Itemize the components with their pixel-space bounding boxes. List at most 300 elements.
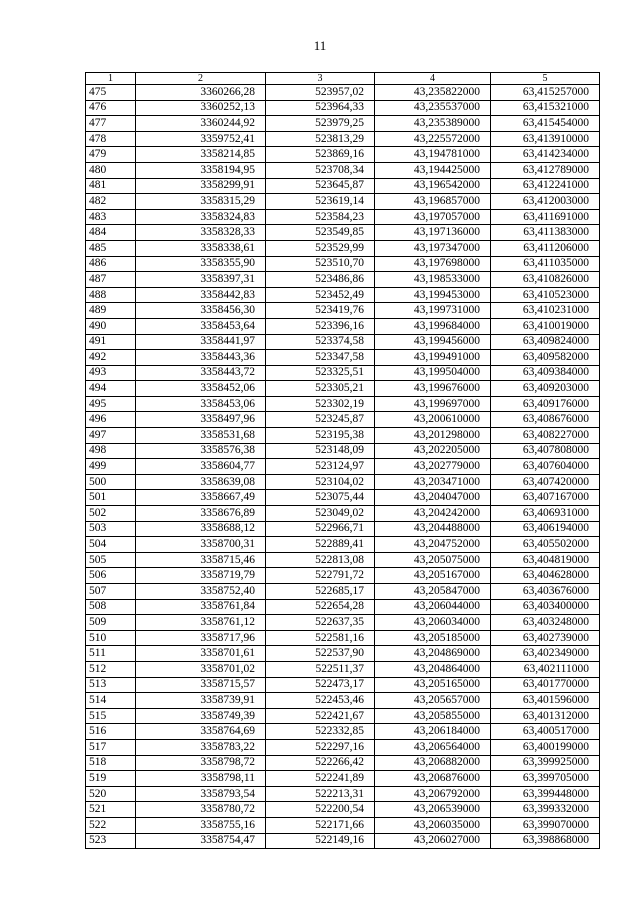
table-row — [86, 552, 600, 568]
table-cell: 43,205075000 — [375, 552, 491, 568]
table-row — [86, 724, 600, 740]
table-cell: 43,205847000 — [375, 584, 491, 600]
table-cell: 63,408227000 — [491, 428, 600, 444]
table-cell: 43,206035000 — [375, 817, 491, 833]
table-cell: 518 — [86, 755, 136, 771]
table-row — [86, 178, 600, 194]
table-row — [86, 646, 600, 662]
table-cell: 481 — [86, 178, 136, 194]
table-cell: 3360252,13 — [136, 100, 266, 116]
table-cell: 3358717,96 — [136, 630, 266, 646]
table-cell: 522813,08 — [266, 552, 375, 568]
table-cell: 43,199731000 — [375, 303, 491, 319]
table-cell: 63,410826000 — [491, 272, 600, 288]
table-cell: 523374,58 — [266, 334, 375, 350]
table-cell: 43,199684000 — [375, 318, 491, 334]
table-cell: 43,204242000 — [375, 506, 491, 522]
table-cell: 522241,89 — [266, 771, 375, 787]
table-cell: 43,203471000 — [375, 474, 491, 490]
table-body — [86, 85, 600, 849]
table-cell: 3358755,16 — [136, 817, 266, 833]
table-cell: 63,402739000 — [491, 630, 600, 646]
table-cell: 501 — [86, 490, 136, 506]
table-cell: 63,406931000 — [491, 506, 600, 522]
table-row — [86, 303, 600, 319]
table-cell: 487 — [86, 272, 136, 288]
table-row — [86, 802, 600, 818]
table-row — [86, 428, 600, 444]
table-cell: 43,202779000 — [375, 459, 491, 475]
table-cell: 503 — [86, 521, 136, 537]
table-cell: 3358739,91 — [136, 693, 266, 709]
table-cell: 3358754,47 — [136, 833, 266, 849]
table-cell: 523124,97 — [266, 459, 375, 475]
table-cell: 509 — [86, 615, 136, 631]
table-cell: 3358324,83 — [136, 209, 266, 225]
table-cell: 3358667,49 — [136, 490, 266, 506]
table-cell: 43,199491000 — [375, 350, 491, 366]
table-cell: 63,410019000 — [491, 318, 600, 334]
table-cell: 3358701,61 — [136, 646, 266, 662]
table-cell: 43,199453000 — [375, 287, 491, 303]
table-cell: 63,412789000 — [491, 162, 600, 178]
table-cell: 517 — [86, 739, 136, 755]
table-cell: 498 — [86, 443, 136, 459]
table-cell: 475 — [86, 85, 136, 101]
table-cell: 63,409384000 — [491, 365, 600, 381]
table-cell: 43,194781000 — [375, 147, 491, 163]
table-cell: 522966,71 — [266, 521, 375, 537]
table-cell: 43,196857000 — [375, 194, 491, 210]
table-row — [86, 506, 600, 522]
table-cell: 523708,34 — [266, 162, 375, 178]
table-cell: 522171,66 — [266, 817, 375, 833]
table-cell: 522149,16 — [266, 833, 375, 849]
table-row — [86, 396, 600, 412]
table-cell: 63,407604000 — [491, 459, 600, 475]
table-cell: 506 — [86, 568, 136, 584]
table-cell: 43,206044000 — [375, 599, 491, 615]
table-cell: 3358194,95 — [136, 162, 266, 178]
table-cell: 484 — [86, 225, 136, 241]
table-row — [86, 459, 600, 475]
coordinates-table — [85, 72, 600, 849]
table-cell: 504 — [86, 537, 136, 553]
table-cell: 63,409176000 — [491, 396, 600, 412]
table-cell: 3358719,79 — [136, 568, 266, 584]
table-cell: 43,205167000 — [375, 568, 491, 584]
table-cell: 43,206564000 — [375, 739, 491, 755]
table-cell: 3358397,31 — [136, 272, 266, 288]
table-cell: 63,408676000 — [491, 412, 600, 428]
table-cell: 43,206882000 — [375, 755, 491, 771]
column-header: 5 — [491, 73, 600, 85]
table-cell: 493 — [86, 365, 136, 381]
table-cell: 3358604,77 — [136, 459, 266, 475]
table-row — [86, 661, 600, 677]
table-cell: 43,199676000 — [375, 381, 491, 397]
table-row — [86, 693, 600, 709]
table-row — [86, 521, 600, 537]
table-cell: 483 — [86, 209, 136, 225]
table-cell: 43,206184000 — [375, 724, 491, 740]
table-cell: 523245,87 — [266, 412, 375, 428]
table-row — [86, 739, 600, 755]
table-cell: 512 — [86, 661, 136, 677]
table-row — [86, 755, 600, 771]
table-cell: 63,411691000 — [491, 209, 600, 225]
table-cell: 43,206792000 — [375, 786, 491, 802]
table-cell: 43,205165000 — [375, 677, 491, 693]
table-row — [86, 599, 600, 615]
column-header: 4 — [375, 73, 491, 85]
table-cell: 523957,02 — [266, 85, 375, 101]
table-cell: 489 — [86, 303, 136, 319]
table-cell: 43,196542000 — [375, 178, 491, 194]
table-cell: 43,204864000 — [375, 661, 491, 677]
table-cell: 523619,14 — [266, 194, 375, 210]
table-row — [86, 147, 600, 163]
table-cell: 3358576,38 — [136, 443, 266, 459]
table-row — [86, 568, 600, 584]
table-cell: 516 — [86, 724, 136, 740]
table-cell: 43,205855000 — [375, 708, 491, 724]
table-cell: 3358443,72 — [136, 365, 266, 381]
table-cell: 3358780,72 — [136, 802, 266, 818]
table-cell: 43,205657000 — [375, 693, 491, 709]
table-cell: 523549,85 — [266, 225, 375, 241]
table-cell: 63,403248000 — [491, 615, 600, 631]
table-cell: 43,206539000 — [375, 802, 491, 818]
table-cell: 500 — [86, 474, 136, 490]
table-cell: 63,401596000 — [491, 693, 600, 709]
table-row — [86, 474, 600, 490]
table-cell: 522297,16 — [266, 739, 375, 755]
table-cell: 523305,21 — [266, 381, 375, 397]
table-cell: 488 — [86, 287, 136, 303]
table-cell: 523049,02 — [266, 506, 375, 522]
table-cell: 476 — [86, 100, 136, 116]
table-cell: 3358715,57 — [136, 677, 266, 693]
table-row — [86, 490, 600, 506]
table-row — [86, 708, 600, 724]
table-row — [86, 162, 600, 178]
table-cell: 43,225572000 — [375, 131, 491, 147]
table-cell: 3358442,83 — [136, 287, 266, 303]
table-cell: 3358497,96 — [136, 412, 266, 428]
table-cell: 63,412003000 — [491, 194, 600, 210]
table-row — [86, 272, 600, 288]
table-row — [86, 318, 600, 334]
table-cell: 523486,86 — [266, 272, 375, 288]
table-cell: 3358783,22 — [136, 739, 266, 755]
table-cell: 523584,23 — [266, 209, 375, 225]
table-cell: 514 — [86, 693, 136, 709]
table-cell: 511 — [86, 646, 136, 662]
table-cell: 3358701,02 — [136, 661, 266, 677]
table-cell: 522421,67 — [266, 708, 375, 724]
table-cell: 522213,31 — [266, 786, 375, 802]
table-cell: 43,205185000 — [375, 630, 491, 646]
table-cell: 63,407167000 — [491, 490, 600, 506]
table-cell: 477 — [86, 116, 136, 132]
table-cell: 63,400199000 — [491, 739, 600, 755]
table-cell: 523979,25 — [266, 116, 375, 132]
table-cell: 3358764,69 — [136, 724, 266, 740]
table-cell: 3358761,84 — [136, 599, 266, 615]
table-cell: 486 — [86, 256, 136, 272]
table-cell: 63,400517000 — [491, 724, 600, 740]
table-row — [86, 833, 600, 849]
table-cell: 523813,29 — [266, 131, 375, 147]
table-cell: 63,405502000 — [491, 537, 600, 553]
table-cell: 3358355,90 — [136, 256, 266, 272]
table-cell: 43,206034000 — [375, 615, 491, 631]
table-row — [86, 85, 600, 101]
table-cell: 523195,38 — [266, 428, 375, 444]
table-row — [86, 350, 600, 366]
table-cell: 490 — [86, 318, 136, 334]
table-cell: 3359752,41 — [136, 131, 266, 147]
table-row — [86, 677, 600, 693]
column-header: 3 — [266, 73, 375, 85]
table-cell: 522791,72 — [266, 568, 375, 584]
table-row — [86, 287, 600, 303]
table-cell: 479 — [86, 147, 136, 163]
table-cell: 43,199697000 — [375, 396, 491, 412]
table-cell: 523396,16 — [266, 318, 375, 334]
table-cell: 478 — [86, 131, 136, 147]
table-cell: 482 — [86, 194, 136, 210]
table-cell: 523 — [86, 833, 136, 849]
table-cell: 523645,87 — [266, 178, 375, 194]
table-cell: 63,399705000 — [491, 771, 600, 787]
table-cell: 63,407808000 — [491, 443, 600, 459]
table-cell: 63,402349000 — [491, 646, 600, 662]
table-cell: 522453,46 — [266, 693, 375, 709]
table-row — [86, 131, 600, 147]
table-cell: 523148,09 — [266, 443, 375, 459]
table-cell: 3358456,30 — [136, 303, 266, 319]
table-row — [86, 194, 600, 210]
table-cell: 495 — [86, 396, 136, 412]
table-cell: 521 — [86, 802, 136, 818]
table-cell: 491 — [86, 334, 136, 350]
table-cell: 63,402111000 — [491, 661, 600, 677]
table-cell: 3358443,36 — [136, 350, 266, 366]
table-cell: 496 — [86, 412, 136, 428]
table-cell: 43,198533000 — [375, 272, 491, 288]
table-cell: 43,200610000 — [375, 412, 491, 428]
table-cell: 523104,02 — [266, 474, 375, 490]
table-cell: 63,412241000 — [491, 178, 600, 194]
table-cell: 523964,33 — [266, 100, 375, 116]
table-cell: 522581,16 — [266, 630, 375, 646]
table-cell: 43,197136000 — [375, 225, 491, 241]
table-cell: 63,414234000 — [491, 147, 600, 163]
table-cell: 507 — [86, 584, 136, 600]
table-cell: 523510,70 — [266, 256, 375, 272]
table-cell: 3358752,40 — [136, 584, 266, 600]
table-cell: 494 — [86, 381, 136, 397]
table-cell: 43,204752000 — [375, 537, 491, 553]
table-cell: 43,204047000 — [375, 490, 491, 506]
table-cell: 3360244,92 — [136, 116, 266, 132]
table-cell: 522 — [86, 817, 136, 833]
table-row — [86, 100, 600, 116]
table-cell: 43,197347000 — [375, 240, 491, 256]
table-cell: 523452,49 — [266, 287, 375, 303]
table-row — [86, 334, 600, 350]
table-row — [86, 584, 600, 600]
table-cell: 43,204488000 — [375, 521, 491, 537]
table-cell: 523419,76 — [266, 303, 375, 319]
table-cell: 522654,28 — [266, 599, 375, 615]
table-cell: 63,398868000 — [491, 833, 600, 849]
table-cell: 3358315,29 — [136, 194, 266, 210]
table-cell: 63,399448000 — [491, 786, 600, 802]
table-cell: 522889,41 — [266, 537, 375, 553]
table-row — [86, 381, 600, 397]
table-cell: 3358761,12 — [136, 615, 266, 631]
table-cell: 43,197057000 — [375, 209, 491, 225]
table-header-row — [86, 73, 600, 85]
table-cell: 63,399070000 — [491, 817, 600, 833]
table-row — [86, 240, 600, 256]
table-cell: 522332,85 — [266, 724, 375, 740]
table-cell: 43,206027000 — [375, 833, 491, 849]
table-cell: 63,411035000 — [491, 256, 600, 272]
table-cell: 63,411383000 — [491, 225, 600, 241]
table-cell: 63,401770000 — [491, 677, 600, 693]
table-cell: 480 — [86, 162, 136, 178]
table-cell: 3358715,46 — [136, 552, 266, 568]
table-cell: 63,415257000 — [491, 85, 600, 101]
table-cell: 3358531,68 — [136, 428, 266, 444]
table-cell: 63,399925000 — [491, 755, 600, 771]
table-cell: 522637,35 — [266, 615, 375, 631]
table-cell: 523529,99 — [266, 240, 375, 256]
table-cell: 3358441,97 — [136, 334, 266, 350]
table-cell: 63,407420000 — [491, 474, 600, 490]
table-cell: 63,410231000 — [491, 303, 600, 319]
table-cell: 43,235822000 — [375, 85, 491, 101]
table-cell: 502 — [86, 506, 136, 522]
page-number: 11 — [313, 38, 327, 53]
table-row — [86, 412, 600, 428]
table-cell: 3358338,61 — [136, 240, 266, 256]
column-header: 1 — [86, 73, 136, 85]
column-header: 2 — [136, 73, 266, 85]
table-cell: 522511,37 — [266, 661, 375, 677]
table-cell: 3358299,91 — [136, 178, 266, 194]
table-cell: 522266,42 — [266, 755, 375, 771]
table-cell: 43,197698000 — [375, 256, 491, 272]
table-cell: 3358639,08 — [136, 474, 266, 490]
table-cell: 523325,51 — [266, 365, 375, 381]
table-cell: 3358798,72 — [136, 755, 266, 771]
table-row — [86, 615, 600, 631]
table-cell: 63,415321000 — [491, 100, 600, 116]
table-row — [86, 630, 600, 646]
table-cell: 63,406194000 — [491, 521, 600, 537]
table-row — [86, 443, 600, 459]
table-cell: 63,413910000 — [491, 131, 600, 147]
table-row — [86, 365, 600, 381]
table-cell: 3358452,06 — [136, 381, 266, 397]
table-cell: 513 — [86, 677, 136, 693]
table-cell: 3358328,33 — [136, 225, 266, 241]
table-cell: 43,199456000 — [375, 334, 491, 350]
table-cell: 3358793,54 — [136, 786, 266, 802]
table-cell: 63,409824000 — [491, 334, 600, 350]
table-cell: 505 — [86, 552, 136, 568]
table-cell: 63,403676000 — [491, 584, 600, 600]
table-cell: 523869,16 — [266, 147, 375, 163]
table-cell: 497 — [86, 428, 136, 444]
table-row — [86, 771, 600, 787]
table-row — [86, 209, 600, 225]
table-cell: 43,235537000 — [375, 100, 491, 116]
table-row — [86, 817, 600, 833]
table-cell: 63,410523000 — [491, 287, 600, 303]
table-cell: 43,202205000 — [375, 443, 491, 459]
table-row — [86, 225, 600, 241]
table-cell: 43,194425000 — [375, 162, 491, 178]
table-cell: 519 — [86, 771, 136, 787]
table-cell: 63,411206000 — [491, 240, 600, 256]
table-cell: 63,409203000 — [491, 381, 600, 397]
table-cell: 43,201298000 — [375, 428, 491, 444]
table-cell: 43,206876000 — [375, 771, 491, 787]
table-cell: 499 — [86, 459, 136, 475]
table-cell: 3360266,28 — [136, 85, 266, 101]
table-cell: 63,399332000 — [491, 802, 600, 818]
table-row — [86, 537, 600, 553]
table-cell: 522537,90 — [266, 646, 375, 662]
table-cell: 63,404628000 — [491, 568, 600, 584]
table-cell: 3358453,64 — [136, 318, 266, 334]
table-cell: 485 — [86, 240, 136, 256]
table-cell: 3358749,39 — [136, 708, 266, 724]
table-cell: 522685,17 — [266, 584, 375, 600]
table-cell: 63,415454000 — [491, 116, 600, 132]
table-cell: 522200,54 — [266, 802, 375, 818]
table-cell: 63,409582000 — [491, 350, 600, 366]
table-cell: 523302,19 — [266, 396, 375, 412]
table-cell: 3358676,89 — [136, 506, 266, 522]
table-cell: 3358214,85 — [136, 147, 266, 163]
table-cell: 510 — [86, 630, 136, 646]
table-cell: 523075,44 — [266, 490, 375, 506]
table-cell: 43,235389000 — [375, 116, 491, 132]
table-cell: 520 — [86, 786, 136, 802]
table-cell: 3358453,06 — [136, 396, 266, 412]
table-cell: 63,401312000 — [491, 708, 600, 724]
table-cell: 522473,17 — [266, 677, 375, 693]
table-cell: 515 — [86, 708, 136, 724]
table-row — [86, 786, 600, 802]
table-cell: 3358798,11 — [136, 771, 266, 787]
table-cell: 3358688,12 — [136, 521, 266, 537]
table-row — [86, 256, 600, 272]
table-cell: 63,404819000 — [491, 552, 600, 568]
table-cell: 3358700,31 — [136, 537, 266, 553]
table-cell: 523347,58 — [266, 350, 375, 366]
table-cell: 43,204869000 — [375, 646, 491, 662]
table-cell: 43,199504000 — [375, 365, 491, 381]
table-cell: 508 — [86, 599, 136, 615]
